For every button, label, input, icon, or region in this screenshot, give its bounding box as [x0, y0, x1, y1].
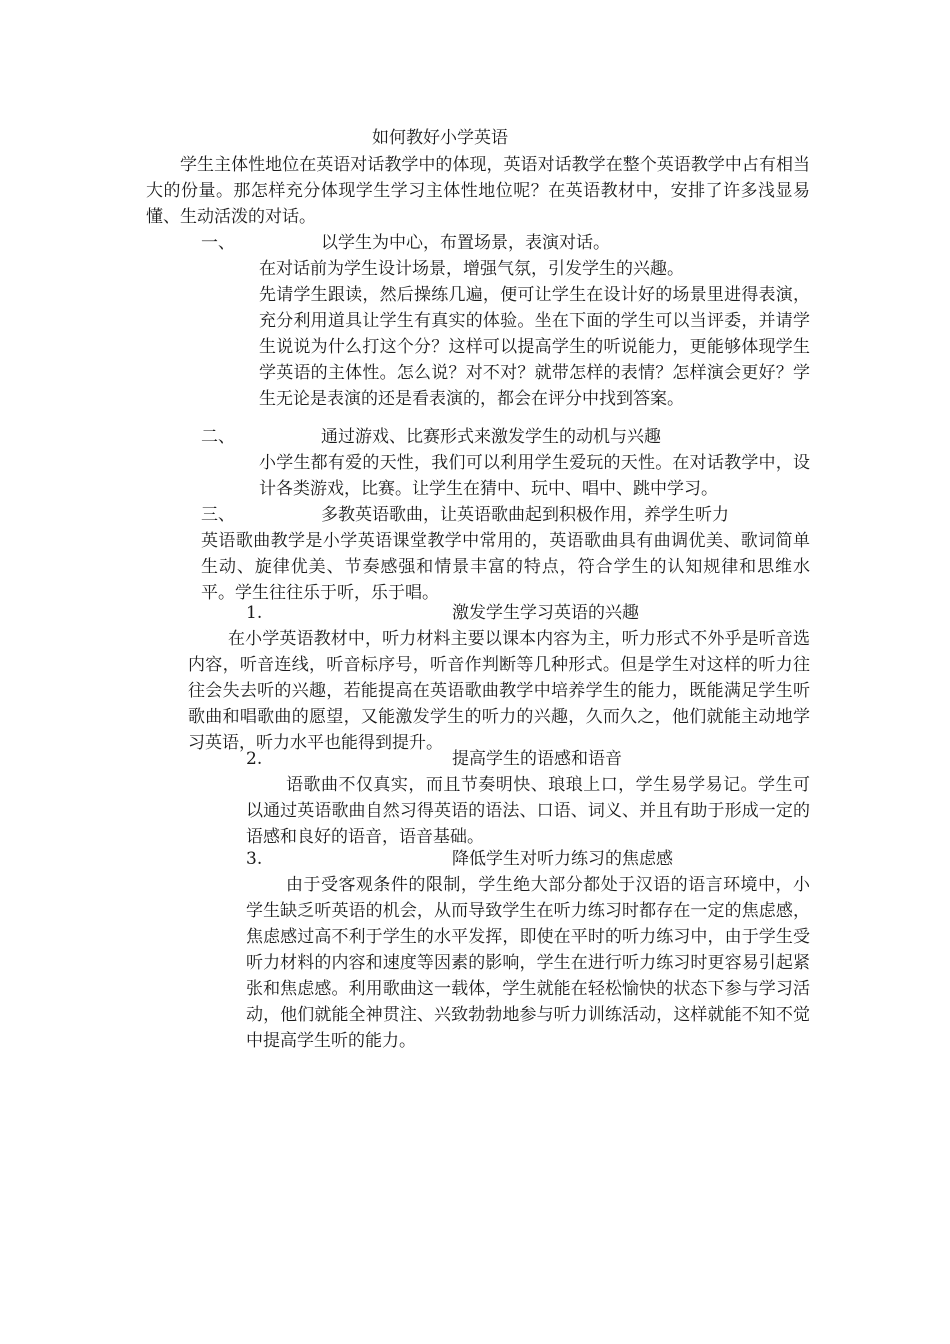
sub3-paragraph: 由于受客观条件的限制，学生绝大部分都处于汉语的语言环境中，小学生缺乏听英语的机会，从而导致学生在听力练习时都存在一定的焦虑感，焦虑感过高不利于学生的水平发挥，即使在平时的听力练习中，由于学生受听力材料的内容和速度等因素的影响，学生在进行听力练习时更容易引起紧张和焦虑感。利用歌曲这一载体，学生就能在轻松愉快的状态下参与学习活动，他们就能全神贯注、兴致勃勃地参与听力训练活动，这样就能不知不觉中提高学生听的能力。: [246, 875, 810, 1051]
intro-paragraph: 学生主体性地位在英语对话教学中的体现，英语对话教学在整个英语教学中占有相当大的份量。那怎样充分体现学生学习主体性地位呢？在英语教材中，安排了许多浅显易懂、生动活泼的对话。: [146, 155, 810, 227]
section3-heading: 多教英语歌曲，让英语歌曲起到积极作用，养学生听力: [321, 505, 729, 525]
section1-line: 在对话前为学生设计场景，增强气氛，引发学生的兴趣。: [259, 259, 684, 279]
section1-paragraph: 先请学生跟读，然后操练几遍，便可让学生在设计好的场景里进得表演，充分利用道具让学生有真实的体验。坐在下面的学生可以当评委，并请学生说说为什么打这个分？这样可以提高学生的听说能力，更能够体现学生学英语的主体性。怎么说？对不对？就带怎样的表情？怎样演会更好？学生无论是表演的还是看表演的，都会在评分中找到答案。: [259, 285, 810, 409]
section3-number: 三、: [201, 505, 235, 525]
sub2-paragraph: 语歌曲不仅真实，而且节奏明快、琅琅上口，学生易学易记。学生可以通过英语歌曲自然习得英语的语法、口语、词义、并且有助于形成一定的语感和良好的语音，语音基础。: [246, 775, 810, 847]
document-title: 如何教好小学英语: [372, 128, 508, 148]
sub1-heading: 激发学生学习英语的兴趣: [452, 603, 639, 623]
section1-heading: 以学生为中心，布置场景，表演对话。: [321, 233, 610, 253]
sub2-heading: 提高学生的语感和语音: [452, 749, 622, 769]
section2-heading: 通过游戏、比赛形式来激发学生的动机与兴趣: [321, 427, 661, 447]
sub1-paragraph: 在小学英语教材中，听力材料主要以课本内容为主，听力形式不外乎是听音选内容，听音连线，听音标序号，听音作判断等几种形式。但是学生对这样的听力往往会失去听的兴趣，若能提高在英语歌曲教学中培养学生的能力，既能满足学生听歌曲和唱歌曲的愿望，又能激发学生的听力的兴趣，久而久之，他们就能主动地学习英语，听力水平也能得到提升。: [188, 629, 810, 753]
sub3-heading: 降低学生对听力练习的焦虑感: [452, 849, 673, 869]
section3-paragraph: 英语歌曲教学是小学英语课堂教学中常用的，英语歌曲具有曲调优美、歌词简单生动、旋律优美、节奏感强和情景丰富的特点，符合学生的认知规律和思维水平。学生往往乐于听，乐于唱。: [201, 531, 810, 603]
section2-number: 二、: [201, 427, 235, 447]
sub3-number: 3.: [246, 849, 263, 869]
sub1-number: 1.: [246, 603, 263, 623]
sub2-number: 2.: [246, 749, 263, 769]
section1-number: 一、: [201, 233, 235, 253]
section2-paragraph: 小学生都有爱的天性，我们可以利用学生爱玩的天性。在对话教学中，设计各类游戏，比赛。让学生在猜中、玩中、唱中、跳中学习。: [259, 453, 810, 499]
